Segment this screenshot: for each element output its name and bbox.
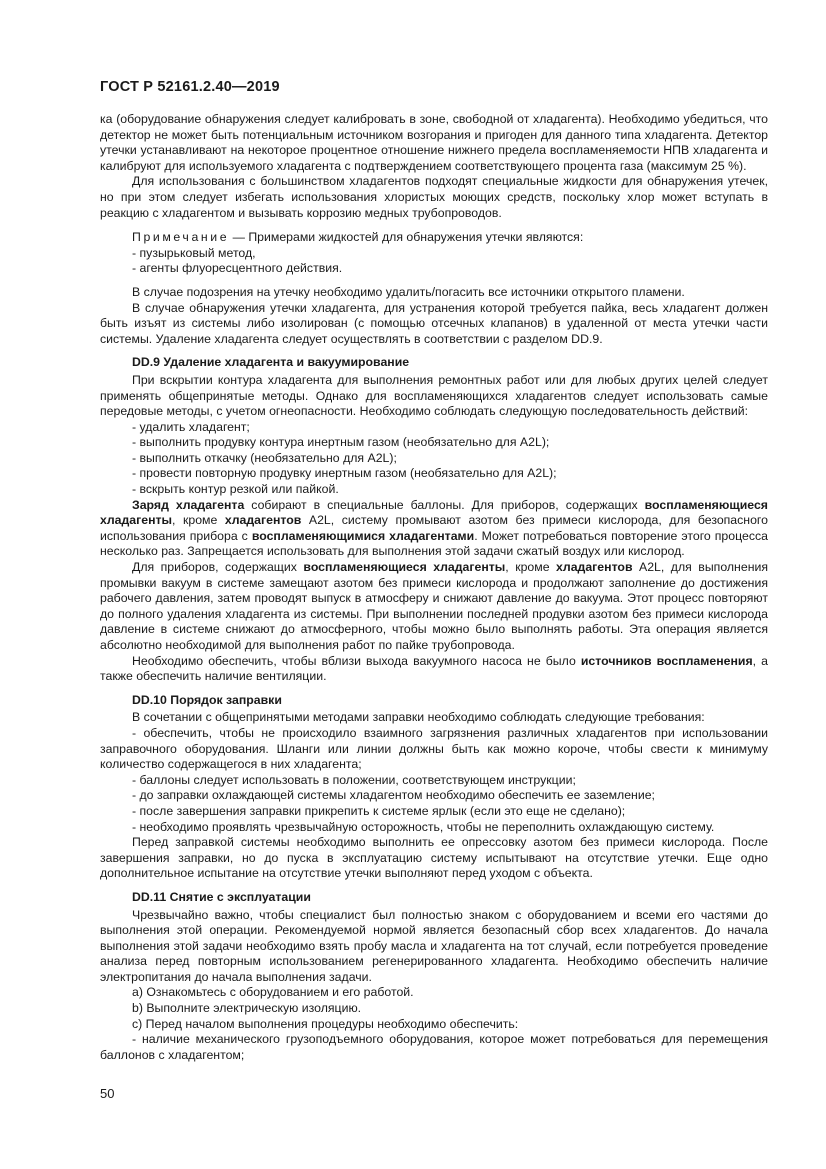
text-run: , кроме xyxy=(172,513,225,528)
paragraph: В случае обнаружения утечки хладагента, для устранения которой требуется пайка, весь хладагент должен быть изъят из системы либо изолирован (с помощью отсечных клапанов) в удаленной от места утечки части системы. Удаление хладагента следует осуществлять в соответствии с разделом DD.9. xyxy=(100,300,768,346)
paragraph: В сочетании с общепринятыми методами заправки необходимо соблюдать следующие требования: xyxy=(132,710,705,725)
paragraph: Перед заправкой системы необходимо выполнить ее опрессовку азотом без примеси кислорода. После завершения заправки, но до пуска в эксплуатацию систему испытывают на отсутствие утечки. Еще одно дополнительное испытание на отсутствие утечки выполняют перед уходом с объекта. xyxy=(100,835,768,881)
paragraph xyxy=(100,560,768,654)
list-item: a) Ознакомьтесь с оборудованием и его работой. xyxy=(132,985,414,1000)
section-heading-dd9: DD.9 Удаление хладагента и вакуумирование xyxy=(132,355,410,370)
document-header: ГОСТ Р 52161.2.40—2019 xyxy=(100,79,280,95)
note-item: - агенты флуоресцентного действия. xyxy=(132,261,343,276)
text-run: Необходимо обеспечить, чтобы вблизи выхода вакуумного насоса не было xyxy=(132,653,581,668)
paragraph xyxy=(100,654,768,685)
paragraph: При вскрытии контура хладагента для выполнения ремонтных работ или для любых других целей следует применять общепринятые методы. Однако для воспламеняющихся хладагентов следует использовать самые передовые методы, с учетом огнеопасности. Необходимо соблюдать следующую последовательность действий: xyxy=(100,372,768,419)
document-body xyxy=(100,112,768,1063)
bold-term: хладагентов xyxy=(556,560,633,575)
list-item: - после завершения заправки прикрепить к системе ярлык (если это еще не сделано); xyxy=(132,803,626,818)
bold-term: Заряд хладагента xyxy=(132,497,245,512)
list-item: - выполнить откачку (необязательно для A2L); xyxy=(132,450,397,465)
bold-term: источников воспламенения xyxy=(580,653,753,668)
paragraph xyxy=(100,498,768,560)
text-run: собирают в специальные баллоны. Для приборов, содержащих xyxy=(244,497,645,512)
paragraph: Для использования с большинством хладагентов подходят специальные жидкости для обнаружения утечек, но при этом следует избегать использования хлористых моющих средств, поскольку хлор может вступать в реакцию с хладагентом и вызывать коррозию медных трубопроводов. xyxy=(100,174,768,220)
list-item: - вскрыть контур резкой или пайкой. xyxy=(132,482,339,497)
paragraph: ка (оборудование обнаружения следует калибровать в зоне, свободной от хладагента). Необходимо убедиться, что детектор не может быть потенциальным источником возгорания и пригоден для данного типа хладагента. Детектор утечки устанавливают на некоторое процентное отношение нижнего предела воспламеняемости НПВ хладагента и калибруют для используемого хладагента с подтверждением соответствующего процента газа (максимум 25 %). xyxy=(100,112,768,173)
note xyxy=(100,230,768,246)
section-heading-dd10: DD.10 Порядок заправки xyxy=(132,692,282,707)
bold-term: воспламеняющиеся хладагенты xyxy=(303,560,506,575)
list-item: - удалить хладагент; xyxy=(132,419,250,434)
note-text: — Примерами жидкостей для обнаружения утечки являются: xyxy=(229,230,584,245)
note-item: - пузырьковый метод, xyxy=(132,245,256,260)
note-label: Примечание xyxy=(132,230,230,245)
paragraph: В случае подозрения на утечку необходимо удалить/погасить все источники открытого пламени. xyxy=(132,284,685,299)
paragraph: Чрезвычайно важно, чтобы специалист был полностью знаком с оборудованием и всеми его частями до выполнения этой операции. Рекомендуемой нормой является безопасный сбор всех хладагентов. До начала выполнения этой задачи необходимо взять пробу масла и хладагента на тот случай, если потребуется проведение анализа перед повторным использованием регенерированного хладагента. Необходимо обеспечить наличие электропитания до начала выполнения задачи. xyxy=(100,907,768,984)
list-item: - баллоны следует использовать в положении, соответствующем инструкции; xyxy=(132,772,576,787)
text-run: A2L, для выполнения промывки вакуум в системе замещают азотом без примеси кислорода и продолжают заполнение до достижения рабочего давления, затем проводят выпуск в атмосферу и снижают давление до вакуума. Этот процесс повторяют до полного удаления хладагента из системы. При выполнении последней продувки азотом без примеси кислорода давление в системе снижают до атмосферного, чтобы можно было выполнять работы. Эта операция является абсолютно необходимой для выполнения работ по пайке трубопровода. xyxy=(100,560,769,652)
list-item: c) Перед началом выполнения процедуры необходимо обеспечить: xyxy=(132,1016,519,1031)
list-item: - наличие механического грузоподъемного оборудования, которое может потребоваться для перемещения баллонов с хладагентом; xyxy=(100,1032,768,1062)
text-run: Для приборов, содержащих xyxy=(132,560,304,575)
list-item: - провести повторную продувку инертным газом (необязательно для A2L); xyxy=(132,466,557,481)
list-item: - необходимо проявлять чрезвычайную осторожность, чтобы не переполнить охлаждающую систему. xyxy=(132,819,715,834)
text-run: , а также обеспечить наличие вентиляции. xyxy=(100,653,768,684)
list-item: - до заправки охлаждающей системы хладагентом необходимо обеспечить ее заземление; xyxy=(132,788,655,803)
bold-term: воспламеняющимися хладагентами xyxy=(251,528,475,543)
text-run: A2L, систему промывают азотом без примеси кислорода, для безопасного использования прибора с xyxy=(100,513,768,543)
bold-term: воспламеняющиеся хладагенты xyxy=(100,497,768,528)
list-item: - выполнить продувку контура инертным газом (необязательно для A2L); xyxy=(132,435,550,450)
list-item: b) Выполните электрическую изоляцию. xyxy=(132,1001,362,1016)
section-heading-dd11: DD.11 Снятие с эксплуатации xyxy=(132,889,311,904)
list-item: - обеспечить, чтобы не происходило взаимного загрязнения различных хладагентов при использовании заправочного оборудования. Шланги или линии должны быть как можно короче, чтобы свести к минимуму количество содержащегося в них хладагента; xyxy=(100,725,768,772)
bold-term: хладагентов xyxy=(224,513,302,528)
text-run: . Может потребоваться повторение этого процесса несколько раз. Запрещается использовать для выполнения этой задачи сжатый воздух или кислород. xyxy=(100,528,768,559)
page-number: 50 xyxy=(100,1086,115,1101)
text-run: , кроме xyxy=(505,560,557,575)
